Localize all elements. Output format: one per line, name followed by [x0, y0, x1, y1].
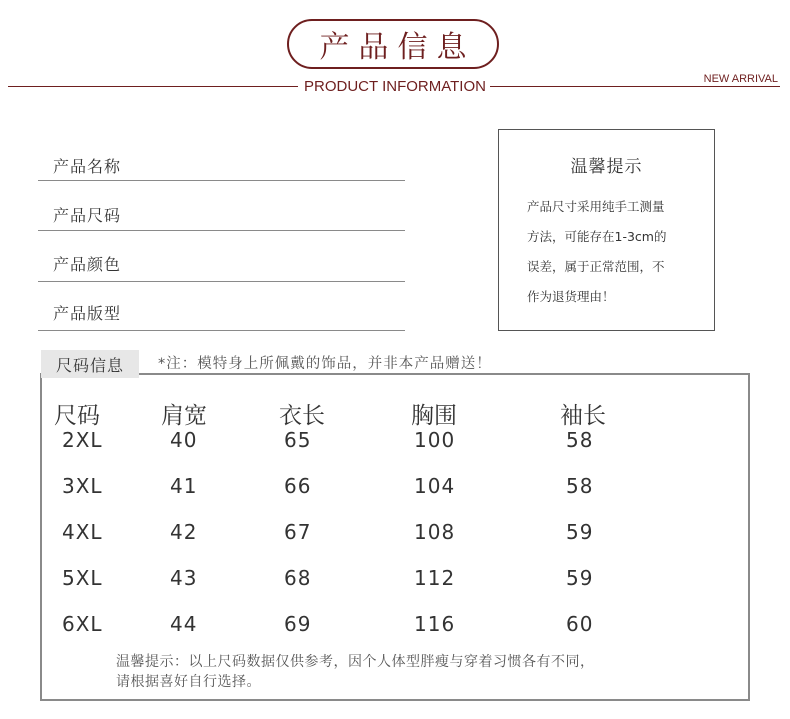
table-cell: 6XL	[62, 612, 103, 636]
table-cell: 3XL	[62, 474, 103, 498]
table-cell: 44	[170, 612, 198, 636]
table-cell: 43	[170, 566, 198, 590]
table-cell: 4XL	[62, 520, 103, 544]
column-header-size: 尺码	[54, 403, 100, 429]
info-label-name: 产品名称	[53, 157, 122, 176]
column-header-shoulder: 肩宽	[161, 403, 207, 429]
table-cell: 100	[414, 428, 456, 452]
notice-title: 温馨提示	[570, 157, 643, 177]
table-cell: 69	[284, 612, 312, 636]
table-cell: 59	[566, 566, 594, 590]
notice-body	[527, 192, 697, 312]
column-header-length: 衣长	[279, 403, 325, 429]
table-cell: 58	[566, 474, 594, 498]
notice-line: 误差，属于正常范围，不	[527, 259, 665, 274]
table-cell: 104	[414, 474, 456, 498]
column-header-sleeve: 袖长	[560, 403, 606, 429]
table-cell: 67	[284, 520, 312, 544]
column-header-chest: 胸围	[411, 403, 457, 429]
footnote-line: 温馨提示：以上尺码数据仅供参考，因个人体型胖瘦与穿着习惯各有不同，	[116, 654, 595, 670]
notice-line: 作为退货理由！	[527, 289, 615, 304]
page-subtitle: PRODUCT INFORMATION	[304, 78, 486, 95]
notice-line: 方法，可能存在1-3cm的	[527, 229, 667, 244]
table-cell: 66	[284, 474, 312, 498]
notice-line: 产品尺寸采用纯手工测量	[527, 199, 665, 214]
table-cell: 108	[414, 520, 456, 544]
table-cell: 112	[414, 566, 456, 590]
size-chart-footnote	[116, 652, 716, 692]
table-cell: 59	[566, 520, 594, 544]
info-divider	[38, 230, 405, 231]
info-label-fit: 产品版型	[53, 304, 122, 323]
notice-box	[498, 129, 715, 331]
size-chart-tab: 尺码信息	[41, 350, 139, 378]
table-cell: 42	[170, 520, 198, 544]
header-rule-right	[490, 86, 780, 87]
table-cell: 5XL	[62, 566, 103, 590]
table-cell: 2XL	[62, 428, 103, 452]
header-rule-left	[8, 86, 298, 87]
footnote-line: 请根据喜好自行选择。	[116, 674, 261, 690]
info-label-color: 产品颜色	[53, 255, 122, 274]
new-arrival-tag: NEW ARRIVAL	[703, 73, 778, 85]
info-label-size: 产品尺码	[53, 206, 122, 225]
info-divider	[38, 281, 405, 282]
table-cell: 60	[566, 612, 594, 636]
info-divider	[38, 180, 405, 181]
size-chart-note: *注：模特身上所佩戴的饰品，并非本产品赠送！	[158, 356, 492, 372]
table-cell: 58	[566, 428, 594, 452]
page-title: 产品信息	[287, 19, 499, 69]
table-cell: 65	[284, 428, 312, 452]
table-cell: 116	[414, 612, 456, 636]
table-cell: 41	[170, 474, 198, 498]
info-divider	[38, 330, 405, 331]
table-cell: 40	[170, 428, 198, 452]
table-cell: 68	[284, 566, 312, 590]
